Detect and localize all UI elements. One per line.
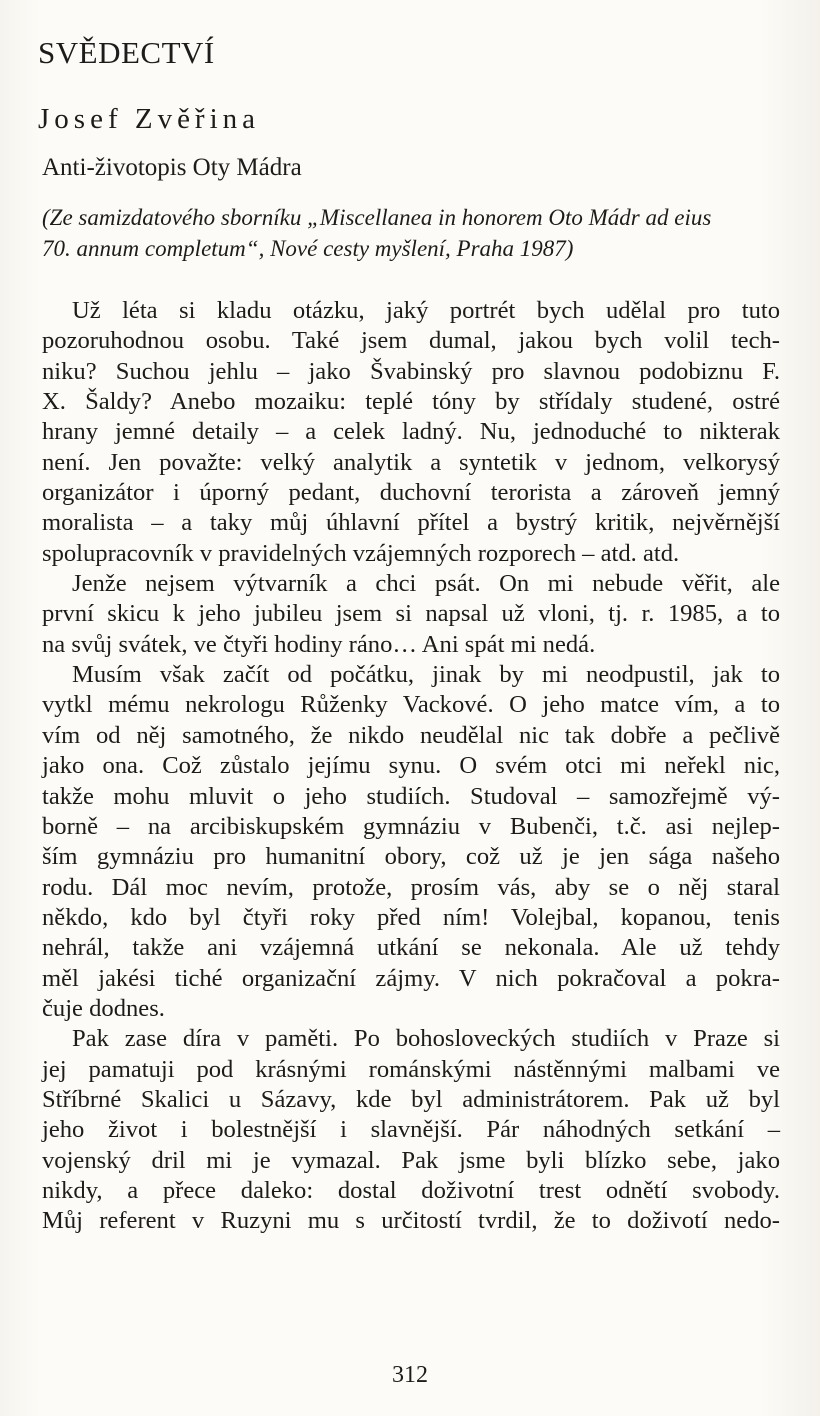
body-line: rodu. Dál moc nevím, protože, prosím vás, aby se o něj staral xyxy=(42,873,780,901)
body-line: vytkl mému nekrologu Růženky Vackové. O jeho matce vím, a to xyxy=(42,691,780,719)
body-line: někdo, kdo byl čtyři roky před ním! Volejbal, kopanou, tenis xyxy=(42,903,780,931)
body-line: Stříbrné Skalici u Sázavy, kde byl administrátorem. Pak už byl xyxy=(42,1085,780,1113)
body-line: jeho život i bolestnější i slavnější. Pár náhodných setkání – xyxy=(42,1116,780,1144)
body-line: první skicu k jeho jubileu jsem si napsal už vloni, tj. r. 1985, a to xyxy=(42,600,780,628)
body-line: na svůj svátek, ve čtyři hodiny ráno… Ani spát mi nedá. xyxy=(42,630,596,658)
body-line: Můj referent v Ruzyni mu s určitostí tvrdil, že to doživotí nedo- xyxy=(42,1207,780,1235)
body-line: Jenže nejsem výtvarník a chci psát. On mi nebude věřit, ale xyxy=(72,570,780,598)
body-line: pozoruhodnou osobu. Také jsem dumal, jakou bych volil tech- xyxy=(42,327,780,355)
body-line: vojenský dril mi je vymazal. Pak jsme byli blízko sebe, jako xyxy=(42,1146,780,1174)
source-note-line: 70. annum completum“, Nové cesty myšlení, Praha 1987) xyxy=(42,236,574,261)
body-line: hrany jemné detaily – a celek ladný. Nu, jednoduché to nikterak xyxy=(42,418,780,446)
body-text xyxy=(42,296,780,1237)
article-title: Anti-životopis Oty Mádra xyxy=(42,154,302,181)
body-line: X. Šaldy? Anebo mozaiku: teplé tóny by střídaly studené, ostré xyxy=(42,388,780,416)
body-line: takže mohu mluvit o jeho studiích. Studoval – samozřejmě vý- xyxy=(42,782,780,810)
source-note xyxy=(42,202,782,264)
body-line: ším gymnáziu pro humanitní obory, což už je jen sága našeho xyxy=(42,843,780,871)
body-line: Už léta si kladu otázku, jaký portrét bych udělal pro tuto xyxy=(72,297,780,324)
body-line: borně – na arcibiskupském gymnáziu v Bubenči, t.č. asi nejlep- xyxy=(42,812,780,840)
page-number: 312 xyxy=(392,1362,428,1388)
body-line: organizátor i úporný pedant, duchovní terorista a zároveň jemný xyxy=(42,479,780,507)
body-line: niku? Suchou jehlu – jako Švabinský pro slavnou podobiznu F. xyxy=(42,357,780,385)
body-line: Musím však začít od počátku, jinak by mi neodpustil, jak to xyxy=(72,661,780,689)
body-line: vím od něj samotného, že nikdo neudělal nic tak dobře a pečlivě xyxy=(42,721,780,749)
body-line: čuje dodnes. xyxy=(42,994,165,1022)
body-line: Pak zase díra v paměti. Po bohosloveckých studiích v Praze si xyxy=(72,1025,780,1053)
section-title: SVĚDECTVÍ xyxy=(38,35,215,70)
author-name: Josef Zvěřina xyxy=(38,103,261,135)
body-line: nehrál, takže ani vzájemná utkání se nekonala. Ale už tehdy xyxy=(42,934,780,962)
body-line: spolupracovník v pravidelných vzájemných rozporech – atd. atd. xyxy=(42,539,680,567)
body-line: měl jakési tiché organizační zájmy. V nich pokračoval a pokra- xyxy=(42,964,780,992)
body-line: není. Jen považte: velký analytik a syntetik v jednom, velkorysý xyxy=(42,448,780,476)
body-line: moralista – a taky můj úhlavní přítel a bystrý kritik, nejvěrnější xyxy=(42,509,780,537)
body-line: nikdy, a přece daleko: dostal doživotní trest odnětí svobody. xyxy=(42,1176,780,1204)
body-line: jako ona. Což zůstalo jejímu synu. O svém otci mi neřekl nic, xyxy=(42,752,780,780)
body-line: jej pamatuji pod krásnými románskými nástěnnými malbami ve xyxy=(42,1055,780,1083)
source-note-line: (Ze samizdatového sborníku „Miscellanea in honorem Oto Mádr ad eius xyxy=(42,205,712,230)
